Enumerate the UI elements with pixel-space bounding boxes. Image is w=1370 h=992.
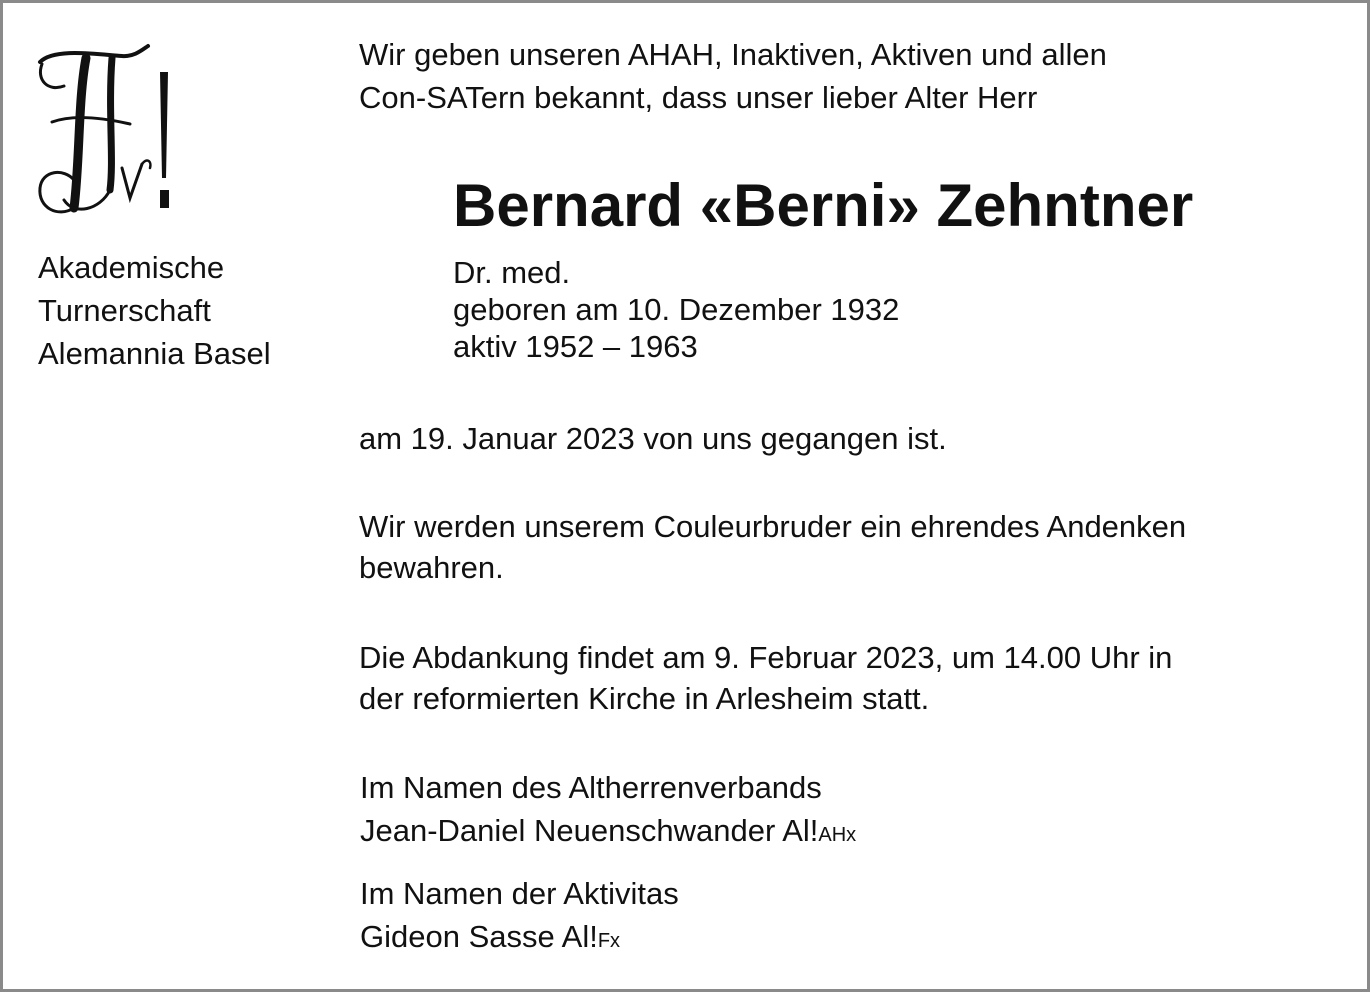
deceased-details: [453, 254, 899, 365]
organization-name: [38, 246, 271, 375]
alumni-name: Jean-Daniel Neuenschwander Al!: [360, 813, 819, 848]
alumni-signature: [360, 766, 856, 857]
intro-line: Con-SATern bekannt, dass unser lieber Alter Herr: [359, 80, 1038, 115]
deceased-name: Bernard «Berni» Zehntner: [453, 172, 1194, 239]
service-line: der reformierten Kirche in Arlesheim statt.: [359, 681, 930, 716]
death-line: am 19. Januar 2023 von uns gegangen ist.: [359, 421, 947, 456]
memory-paragraph: [359, 506, 1186, 588]
deceased-active: aktiv 1952 – 1963: [453, 329, 698, 364]
monogram-logo-icon: [34, 40, 179, 220]
death-paragraph: [359, 418, 947, 459]
alumni-suffix: AHx: [818, 824, 857, 846]
alumni-name-line: [360, 809, 856, 857]
alumni-label: Im Namen des Altherrenverbands: [360, 770, 822, 805]
active-name-line: [360, 915, 679, 963]
memory-line: Wir werden unserem Couleurbruder ein ehrendes Andenken: [359, 509, 1187, 544]
organization-line: Turnerschaft: [38, 293, 211, 328]
active-signature: [360, 872, 679, 963]
deceased-title: Dr. med.: [453, 255, 571, 290]
active-suffix: Fx: [597, 930, 621, 952]
service-line: Die Abdankung findet am 9. Februar 2023, um 14.00 Uhr in: [359, 640, 1173, 675]
service-paragraph: [359, 637, 1172, 719]
organization-line: Alemannia Basel: [38, 336, 271, 371]
memory-line: bewahren.: [359, 550, 504, 585]
organization-line: Akademische: [38, 250, 225, 285]
deceased-born: geboren am 10. Dezember 1932: [453, 292, 900, 327]
intro-text: [359, 33, 1107, 119]
active-name: Gideon Sasse Al!: [360, 919, 598, 954]
active-label: Im Namen der Aktivitas: [360, 876, 679, 911]
intro-line: Wir geben unseren AHAH, Inaktiven, Aktiven und allen: [359, 37, 1107, 72]
